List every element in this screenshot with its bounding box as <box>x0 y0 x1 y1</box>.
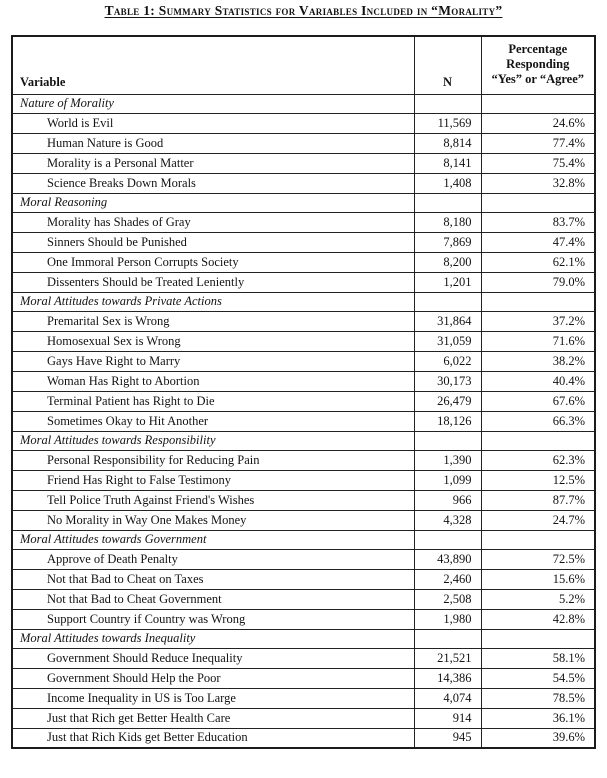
n-value-cell: 1,099 <box>414 470 481 490</box>
section-row <box>12 94 595 113</box>
percentage-value-cell: 58.1% <box>481 648 595 668</box>
variable-cell: Personal Responsibility for Reducing Pain <box>12 450 414 470</box>
variable-cell: Science Breaks Down Morals <box>12 173 414 193</box>
section-pct-cell <box>481 292 595 311</box>
variable-cell: Income Inequality in US is Too Large <box>12 688 414 708</box>
section-pct-cell <box>481 94 595 113</box>
section-n-cell <box>414 292 481 311</box>
percentage-value-cell: 15.6% <box>481 569 595 589</box>
section-label: Moral Attitudes towards Private Actions <box>12 292 414 311</box>
percentage-value-cell: 78.5% <box>481 688 595 708</box>
n-value-cell: 1,980 <box>414 609 481 629</box>
n-value-cell: 11,569 <box>414 113 481 133</box>
table-row <box>12 510 595 530</box>
n-value-cell: 945 <box>414 728 481 748</box>
percentage-value-cell: 47.4% <box>481 232 595 252</box>
section-pct-cell <box>481 431 595 450</box>
percentage-value-cell: 38.2% <box>481 351 595 371</box>
variable-cell: Gays Have Right to Marry <box>12 351 414 371</box>
variable-cell: Homosexual Sex is Wrong <box>12 331 414 351</box>
percentage-value-cell: 24.6% <box>481 113 595 133</box>
n-value-cell: 914 <box>414 708 481 728</box>
variable-cell: Sinners Should be Punished <box>12 232 414 252</box>
n-value-cell: 43,890 <box>414 549 481 569</box>
n-value-cell: 2,508 <box>414 589 481 609</box>
table-title-text: Table 1: Summary Statistics for Variables Included in “Morality” <box>104 3 503 18</box>
section-label: Moral Attitudes towards Government <box>12 530 414 549</box>
percentage-value-cell: 36.1% <box>481 708 595 728</box>
table-row <box>12 668 595 688</box>
section-row <box>12 431 595 450</box>
table-row <box>12 589 595 609</box>
n-value-cell: 14,386 <box>414 668 481 688</box>
table-row <box>12 311 595 331</box>
variable-cell: Human Nature is Good <box>12 133 414 153</box>
percentage-value-cell: 40.4% <box>481 371 595 391</box>
variable-cell: Approve of Death Penalty <box>12 549 414 569</box>
table-row <box>12 470 595 490</box>
n-value-cell: 6,022 <box>414 351 481 371</box>
variable-cell: Dissenters Should be Treated Leniently <box>12 272 414 292</box>
section-row <box>12 629 595 648</box>
percentage-value-cell: 62.1% <box>481 252 595 272</box>
variable-cell: Morality has Shades of Gray <box>12 212 414 232</box>
percentage-value-cell: 75.4% <box>481 153 595 173</box>
percentage-value-cell: 87.7% <box>481 490 595 510</box>
percentage-value-cell: 24.7% <box>481 510 595 530</box>
variable-cell: Just that Rich Kids get Better Education <box>12 728 414 748</box>
n-value-cell: 8,814 <box>414 133 481 153</box>
table-row <box>12 331 595 351</box>
section-n-cell <box>414 530 481 549</box>
variable-cell: Support Country if Country was Wrong <box>12 609 414 629</box>
percentage-value-cell: 32.8% <box>481 173 595 193</box>
percentage-value-cell: 67.6% <box>481 391 595 411</box>
variable-cell: Woman Has Right to Abortion <box>12 371 414 391</box>
variable-cell: Tell Police Truth Against Friend's Wishes <box>12 490 414 510</box>
n-value-cell: 8,141 <box>414 153 481 173</box>
variable-cell: Just that Rich get Better Health Care <box>12 708 414 728</box>
section-n-cell <box>414 629 481 648</box>
variable-cell: One Immoral Person Corrupts Society <box>12 252 414 272</box>
n-value-cell: 7,869 <box>414 232 481 252</box>
section-pct-cell <box>481 193 595 212</box>
variable-cell: Friend Has Right to False Testimony <box>12 470 414 490</box>
table-body <box>12 94 595 748</box>
section-label: Moral Attitudes towards Responsibility <box>12 431 414 450</box>
percentage-value-cell: 77.4% <box>481 133 595 153</box>
variable-cell: Terminal Patient has Right to Die <box>12 391 414 411</box>
table-row <box>12 272 595 292</box>
n-value-cell: 30,173 <box>414 371 481 391</box>
n-value-cell: 4,074 <box>414 688 481 708</box>
n-value-cell: 31,059 <box>414 331 481 351</box>
n-value-cell: 1,201 <box>414 272 481 292</box>
n-value-cell: 21,521 <box>414 648 481 668</box>
table-header <box>12 36 595 94</box>
percentage-value-cell: 72.5% <box>481 549 595 569</box>
section-n-cell <box>414 193 481 212</box>
variable-cell: No Morality in Way One Makes Money <box>12 510 414 530</box>
section-row <box>12 292 595 311</box>
table-row <box>12 569 595 589</box>
variable-cell: Premarital Sex is Wrong <box>12 311 414 331</box>
column-header-percentage: Percentage Responding “Yes” or “Agree” <box>481 36 595 94</box>
table-row <box>12 688 595 708</box>
variable-cell: Government Should Help the Poor <box>12 668 414 688</box>
variable-cell: World is Evil <box>12 113 414 133</box>
n-value-cell: 8,180 <box>414 212 481 232</box>
section-pct-cell <box>481 629 595 648</box>
n-value-cell: 1,390 <box>414 450 481 470</box>
percentage-value-cell: 54.5% <box>481 668 595 688</box>
n-value-cell: 2,460 <box>414 569 481 589</box>
variable-cell: Morality is a Personal Matter <box>12 153 414 173</box>
table-row <box>12 173 595 193</box>
section-pct-cell <box>481 530 595 549</box>
column-header-n: N <box>414 36 481 94</box>
n-value-cell: 4,328 <box>414 510 481 530</box>
column-header-variable: Variable <box>12 36 414 94</box>
table-row <box>12 450 595 470</box>
table-row <box>12 549 595 569</box>
table-row <box>12 232 595 252</box>
table-row <box>12 252 595 272</box>
n-value-cell: 18,126 <box>414 411 481 431</box>
percentage-value-cell: 42.8% <box>481 609 595 629</box>
section-n-cell <box>414 94 481 113</box>
variable-cell: Not that Bad to Cheat on Taxes <box>12 569 414 589</box>
table-title <box>0 3 607 19</box>
table-row <box>12 490 595 510</box>
percentage-value-cell: 83.7% <box>481 212 595 232</box>
percentage-value-cell: 71.6% <box>481 331 595 351</box>
header-row <box>12 36 595 94</box>
n-value-cell: 8,200 <box>414 252 481 272</box>
table-row <box>12 351 595 371</box>
variable-cell: Not that Bad to Cheat Government <box>12 589 414 609</box>
percentage-value-cell: 5.2% <box>481 589 595 609</box>
table-row <box>12 391 595 411</box>
section-row <box>12 530 595 549</box>
percentage-value-cell: 79.0% <box>481 272 595 292</box>
table-row <box>12 153 595 173</box>
table-row <box>12 212 595 232</box>
n-value-cell: 966 <box>414 490 481 510</box>
table-row <box>12 133 595 153</box>
section-label: Moral Reasoning <box>12 193 414 212</box>
table-row <box>12 728 595 748</box>
percentage-value-cell: 62.3% <box>481 450 595 470</box>
percentage-value-cell: 39.6% <box>481 728 595 748</box>
percentage-value-cell: 12.5% <box>481 470 595 490</box>
variable-cell: Sometimes Okay to Hit Another <box>12 411 414 431</box>
percentage-value-cell: 66.3% <box>481 411 595 431</box>
n-value-cell: 1,408 <box>414 173 481 193</box>
table-row <box>12 609 595 629</box>
section-n-cell <box>414 431 481 450</box>
table-row <box>12 371 595 391</box>
section-row <box>12 193 595 212</box>
table-row <box>12 648 595 668</box>
section-label: Moral Attitudes towards Inequality <box>12 629 414 648</box>
n-value-cell: 26,479 <box>414 391 481 411</box>
table-row <box>12 411 595 431</box>
variable-cell: Government Should Reduce Inequality <box>12 648 414 668</box>
table-row <box>12 708 595 728</box>
summary-statistics-table <box>11 35 596 749</box>
n-value-cell: 31,864 <box>414 311 481 331</box>
table-row <box>12 113 595 133</box>
section-label: Nature of Morality <box>12 94 414 113</box>
percentage-value-cell: 37.2% <box>481 311 595 331</box>
